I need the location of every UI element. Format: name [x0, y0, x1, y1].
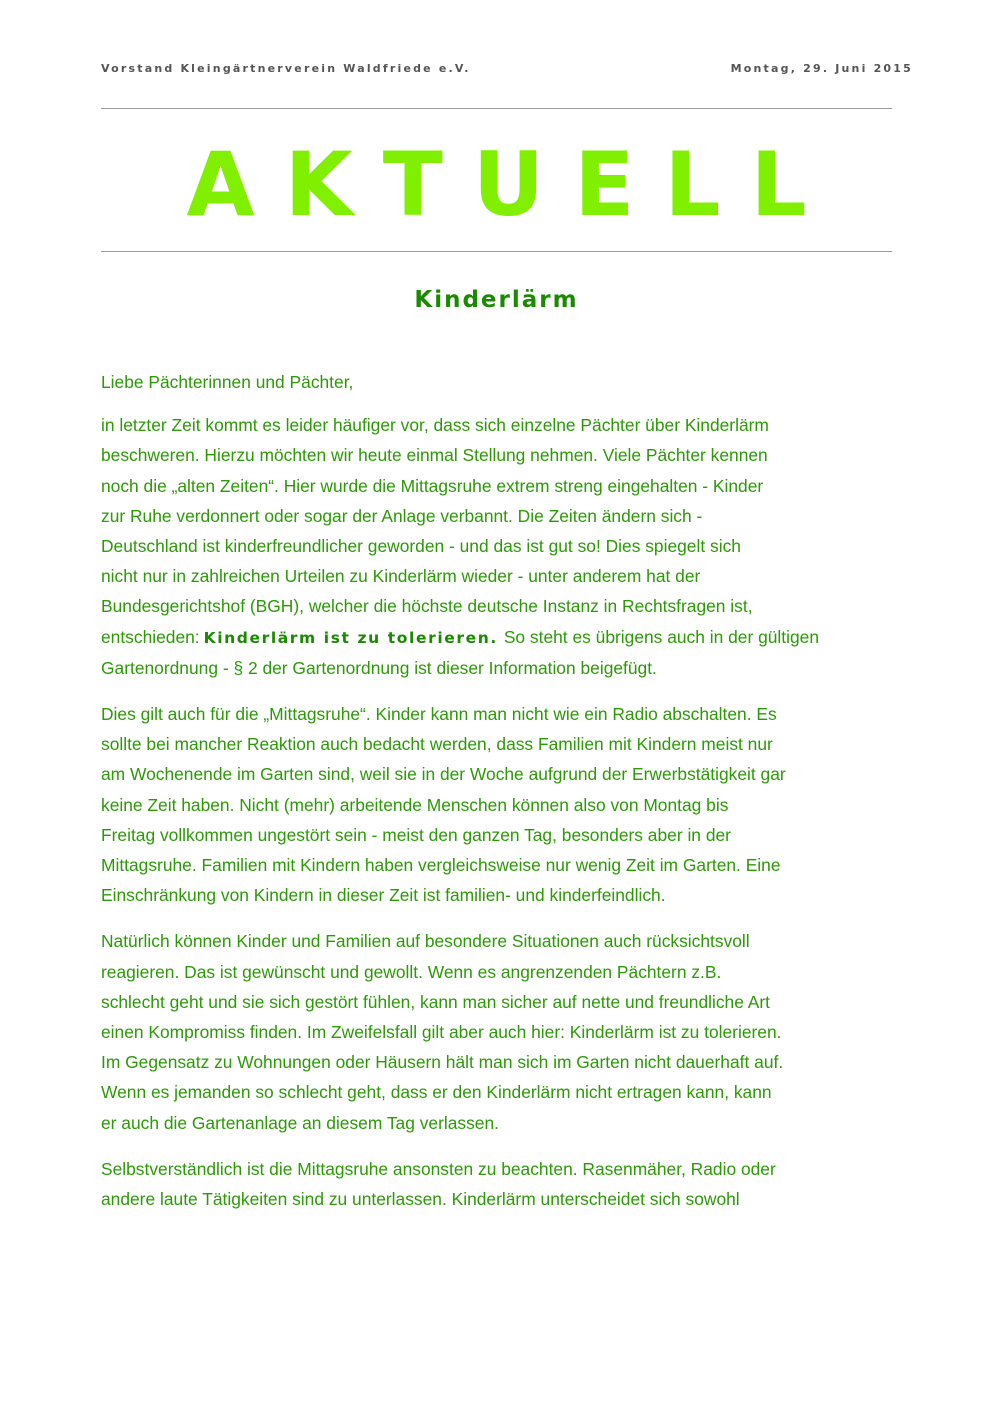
paragraph-line: nicht nur in zahlreichen Urteilen zu Kinderlärm wieder - unter anderem hat der — [101, 566, 701, 587]
masthead-title: AKTUELL — [186, 133, 837, 236]
emphasis-text: Kinderlärm ist zu tolerieren. — [203, 628, 498, 647]
paragraph-4 — [101, 1154, 901, 1214]
paragraph-line: zur Ruhe verdonnert oder sogar der Anlage verbannt. Die Zeiten ändern sich - — [101, 505, 703, 526]
bottom-divider — [101, 251, 892, 252]
top-divider — [101, 108, 892, 109]
paragraph-line: Wenn es jemanden so schlecht geht, dass er den Kinderlärm nicht ertragen kann, kann — [101, 1082, 772, 1103]
paragraph-line: sollte bei mancher Reaktion auch bedacht werden, dass Familien mit Kindern meist nur — [101, 734, 773, 755]
paragraph-line: Im Gegensatz zu Wohnungen oder Häusern hält man sich im Garten nicht dauerhaft auf. — [101, 1052, 784, 1073]
paragraph-line: Mittagsruhe. Familien mit Kindern haben vergleichsweise nur wenig Zeit im Garten. Eine — [101, 855, 781, 876]
text-after-emphasis: So steht es übrigens auch in der gültigen — [503, 626, 819, 647]
paragraph-line: Deutschland ist kinderfreundlicher geworden - und das ist gut so! Dies spiegelt sich — [101, 536, 741, 557]
paragraph-3 — [101, 926, 901, 1137]
paragraph-line — [101, 622, 901, 653]
page-header — [101, 62, 913, 78]
paragraph-line: reagieren. Das ist gewünscht und gewollt. Wenn es angrenzenden Pächtern z.B. — [101, 961, 722, 982]
paragraph-line: Einschränkung von Kindern in dieser Zeit ist familien- und kinderfeindlich. — [101, 885, 666, 906]
paragraph-line: keine Zeit haben. Nicht (mehr) arbeitende Menschen können also von Montag bis — [101, 794, 729, 815]
header-date: Montag, 29. Juni 2015 — [730, 62, 913, 75]
paragraph-2 — [101, 699, 901, 910]
paragraph-line: andere laute Tätigkeiten sind zu unterlassen. Kinderlärm unterscheidet sich sowohl — [101, 1189, 740, 1210]
paragraph-line: Bundesgerichtshof (BGH), welcher die höchste deutsche Instanz in Rechtsfragen ist, — [101, 596, 753, 617]
paragraph-line: in letzter Zeit kommt es leider häufiger vor, dass sich einzelne Pächter über Kinderlärm — [101, 415, 769, 436]
article-title: Kinderlärm — [414, 287, 579, 313]
paragraph-line: beschweren. Hierzu möchten wir heute einmal Stellung nehmen. Viele Pächter kennen — [101, 445, 768, 466]
paragraph-line: Natürlich können Kinder und Familien auf besondere Situationen auch rücksichtsvoll — [101, 931, 750, 952]
paragraph-line: schlecht geht und sie sich gestört fühlen, kann man sicher auf nette und freundliche Art — [101, 991, 770, 1012]
paragraph-line: noch die „alten Zeiten“. Hier wurde die Mittagsruhe extrem streng eingehalten - Kinder — [101, 475, 764, 496]
paragraph-line: Gartenordnung - § 2 der Gartenordnung ist dieser Information beigefügt. — [101, 657, 657, 678]
paragraph-1 — [101, 410, 901, 683]
paragraph-line: er auch die Gartenanlage an diesem Tag verlassen. — [101, 1112, 499, 1133]
article-body — [101, 367, 901, 1230]
paragraph-line: am Wochenende im Garten sind, weil sie in der Woche aufgrund der Erwerbstätigkeit gar — [101, 764, 786, 785]
paragraph-line: Dies gilt auch für die „Mittagsruhe“. Kinder kann man nicht wie ein Radio abschalten. Es — [101, 704, 777, 725]
paragraph-line: einen Kompromiss finden. Im Zweifelsfall gilt aber auch hier: Kinderlärm ist zu tolerieren. — [101, 1022, 782, 1043]
paragraph-line: Selbstverständlich ist die Mittagsruhe ansonsten zu beachten. Rasenmäher, Radio oder — [101, 1158, 776, 1179]
text-before-emphasis: entschieden: — [101, 626, 200, 647]
paragraph-line: Freitag vollkommen ungestört sein - meist den ganzen Tag, besonders aber in der — [101, 824, 731, 845]
header-organization: Vorstand Kleingärtnerverein Waldfriede e.V. — [101, 62, 471, 75]
greeting: Liebe Pächterinnen und Pächter, — [101, 372, 354, 392]
